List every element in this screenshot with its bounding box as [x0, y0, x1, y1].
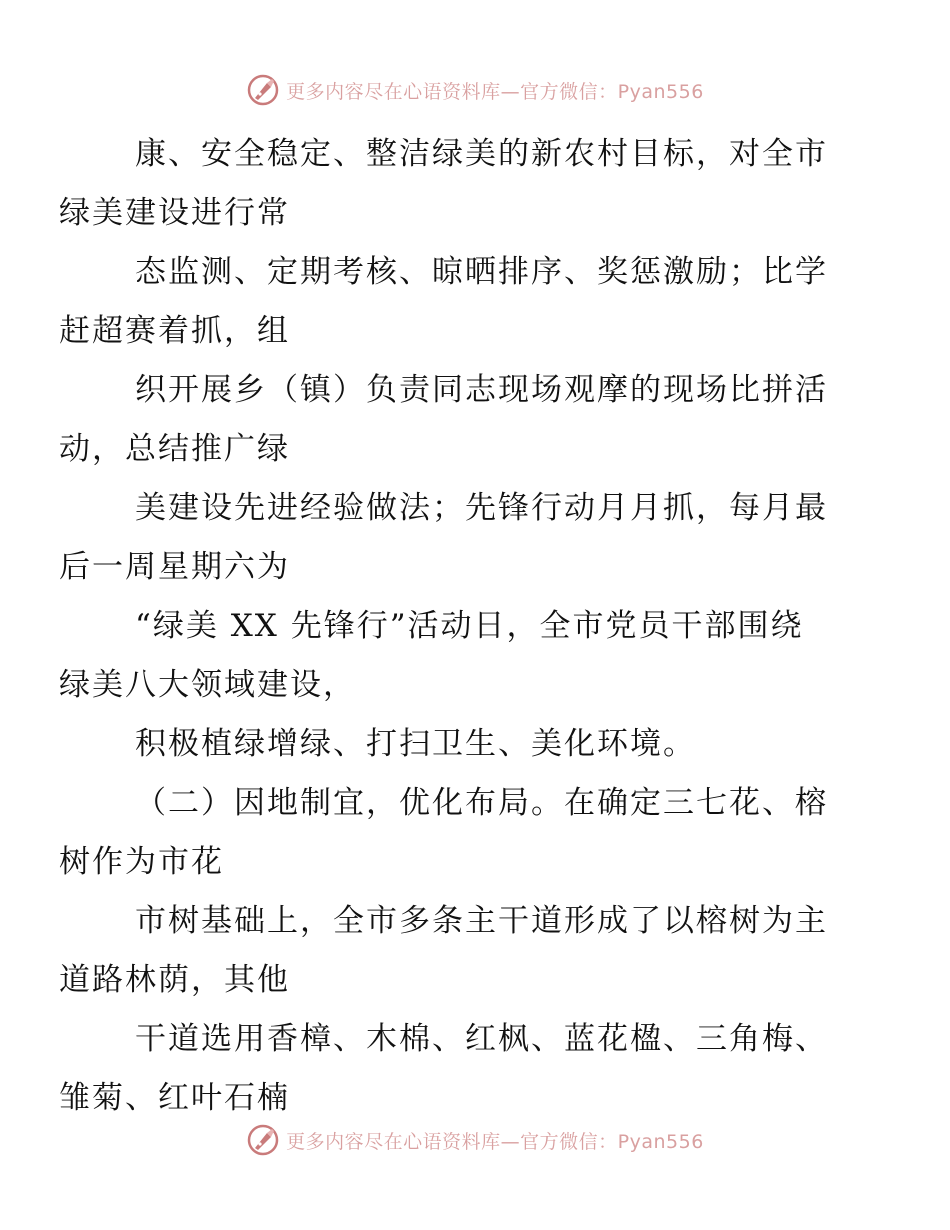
text-line: 绿美八大领域建设，: [59, 667, 356, 703]
paragraph: [59, 243, 857, 361]
paragraph: [59, 1010, 857, 1128]
text-line: 织开展乡（镇）负责同志现场观摩的现场比拼活: [135, 372, 828, 408]
text-line: 后一周星期六为: [59, 549, 290, 585]
paragraph: [59, 892, 857, 1010]
paragraph: [59, 774, 857, 892]
pen-nib-logo-icon: [246, 1123, 280, 1157]
text-line: 树作为市花: [59, 844, 224, 880]
document-body: [59, 125, 857, 1128]
header-watermark: [0, 70, 950, 110]
text-line: 赶超赛着抓，组: [59, 313, 290, 349]
paragraph: [59, 479, 857, 597]
paragraph: [97, 715, 857, 774]
paragraph: [59, 361, 857, 479]
text-line: 积极植绿增绿、打扫卫生、美化环境。: [135, 726, 696, 762]
text-line: 市树基础上，全市多条主干道形成了以榕树为主: [135, 903, 828, 939]
text-line: 道路林荫，其他: [59, 962, 290, 998]
text-line: 美建设先进经验做法；先锋行动月月抓，每月最: [135, 490, 828, 526]
text-line: 康、安全稳定、整洁绿美的新农村目标，对全市: [135, 136, 828, 172]
paragraph: [59, 597, 857, 715]
text-line: 态监测、定期考核、晾晒排序、奖惩激励；比学: [135, 254, 828, 290]
text-line: “绿美 XX 先锋行”活动日，全市党员干部围绕: [135, 608, 804, 644]
text-line: （二）因地制宜，优化布局。在确定三七花、榕: [135, 785, 828, 821]
text-line: 动，总结推广绿: [59, 431, 290, 467]
pen-nib-logo-icon: [246, 73, 280, 107]
text-line: 干道选用香樟、木棉、红枫、蓝花楹、三角梅、: [135, 1021, 828, 1057]
text-line: 绿美建设进行常: [59, 195, 290, 231]
text-line: 雏菊、红叶石楠: [59, 1080, 290, 1116]
watermark-text: 更多内容尽在心语资料库—官方微信：Pyan556: [286, 80, 704, 103]
watermark-text: 更多内容尽在心语资料库—官方微信：Pyan556: [286, 1130, 704, 1153]
footer-watermark: [0, 1120, 950, 1160]
paragraph: [59, 125, 857, 243]
